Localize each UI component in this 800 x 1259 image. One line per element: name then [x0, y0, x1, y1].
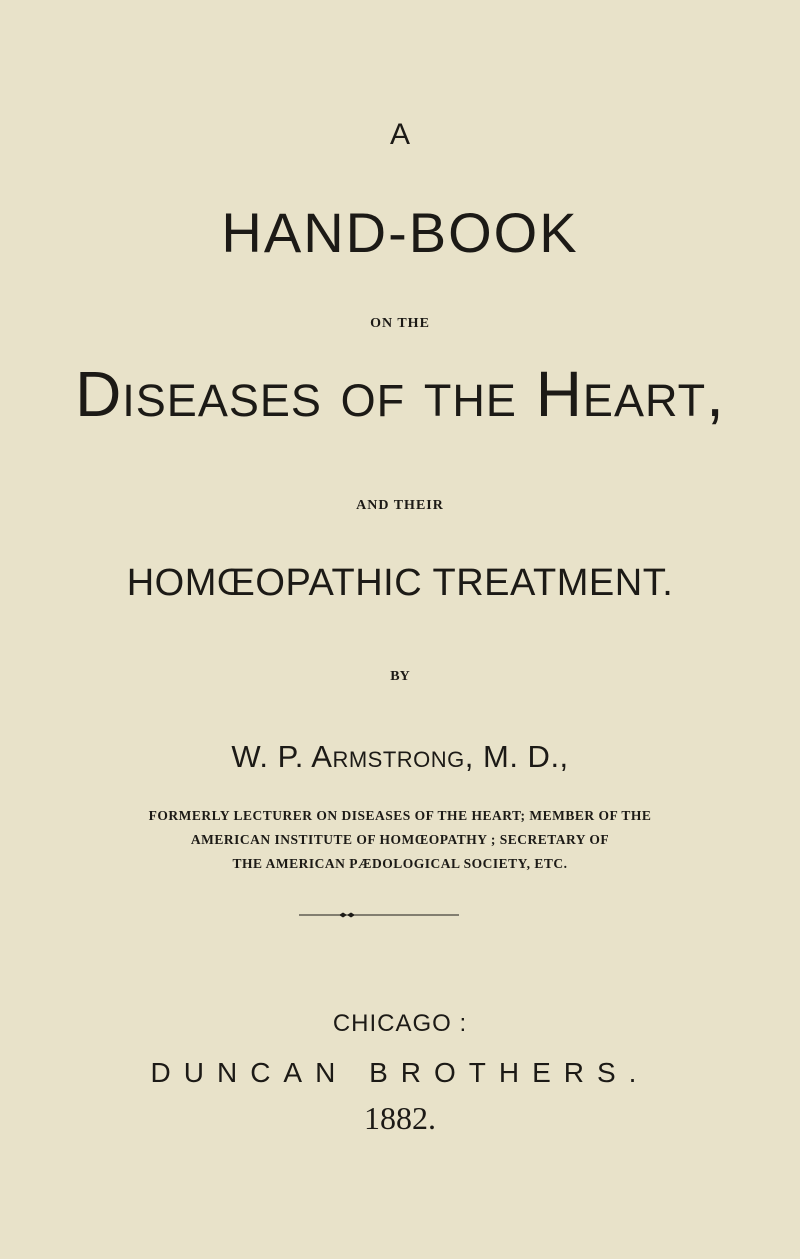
- main-title: HAND-BOOK: [221, 201, 579, 264]
- author-credentials-line: AMERICAN INSTITUTE OF HOMŒOPATHY ; SECRETARY OF: [190, 832, 610, 847]
- connector-on-the: ON THE: [370, 316, 430, 331]
- publication-year: 1882.: [364, 1100, 436, 1136]
- author-credentials-line: THE AMERICAN PÆDOLOGICAL SOCIETY, ETC.: [232, 856, 568, 871]
- treatment-title: HOMŒOPATHIC TREATMENT.: [126, 562, 674, 604]
- publisher-name: DUNCAN BROTHERS.: [150, 1057, 650, 1088]
- author-name: W. P. Armstrong, M. D.,: [231, 739, 569, 774]
- connector-and-their: AND THEIR: [356, 498, 444, 513]
- publisher-city: CHICAGO :: [332, 1010, 468, 1037]
- ornamental-rule: [299, 912, 459, 918]
- author-credentials-line: FORMERLY LECTURER ON DISEASES OF THE HEART; MEMBER OF THE: [148, 808, 652, 823]
- by-label: BY: [390, 669, 410, 684]
- title-article: A: [389, 118, 410, 151]
- subject-title: Diseases of the Heart,: [75, 358, 725, 430]
